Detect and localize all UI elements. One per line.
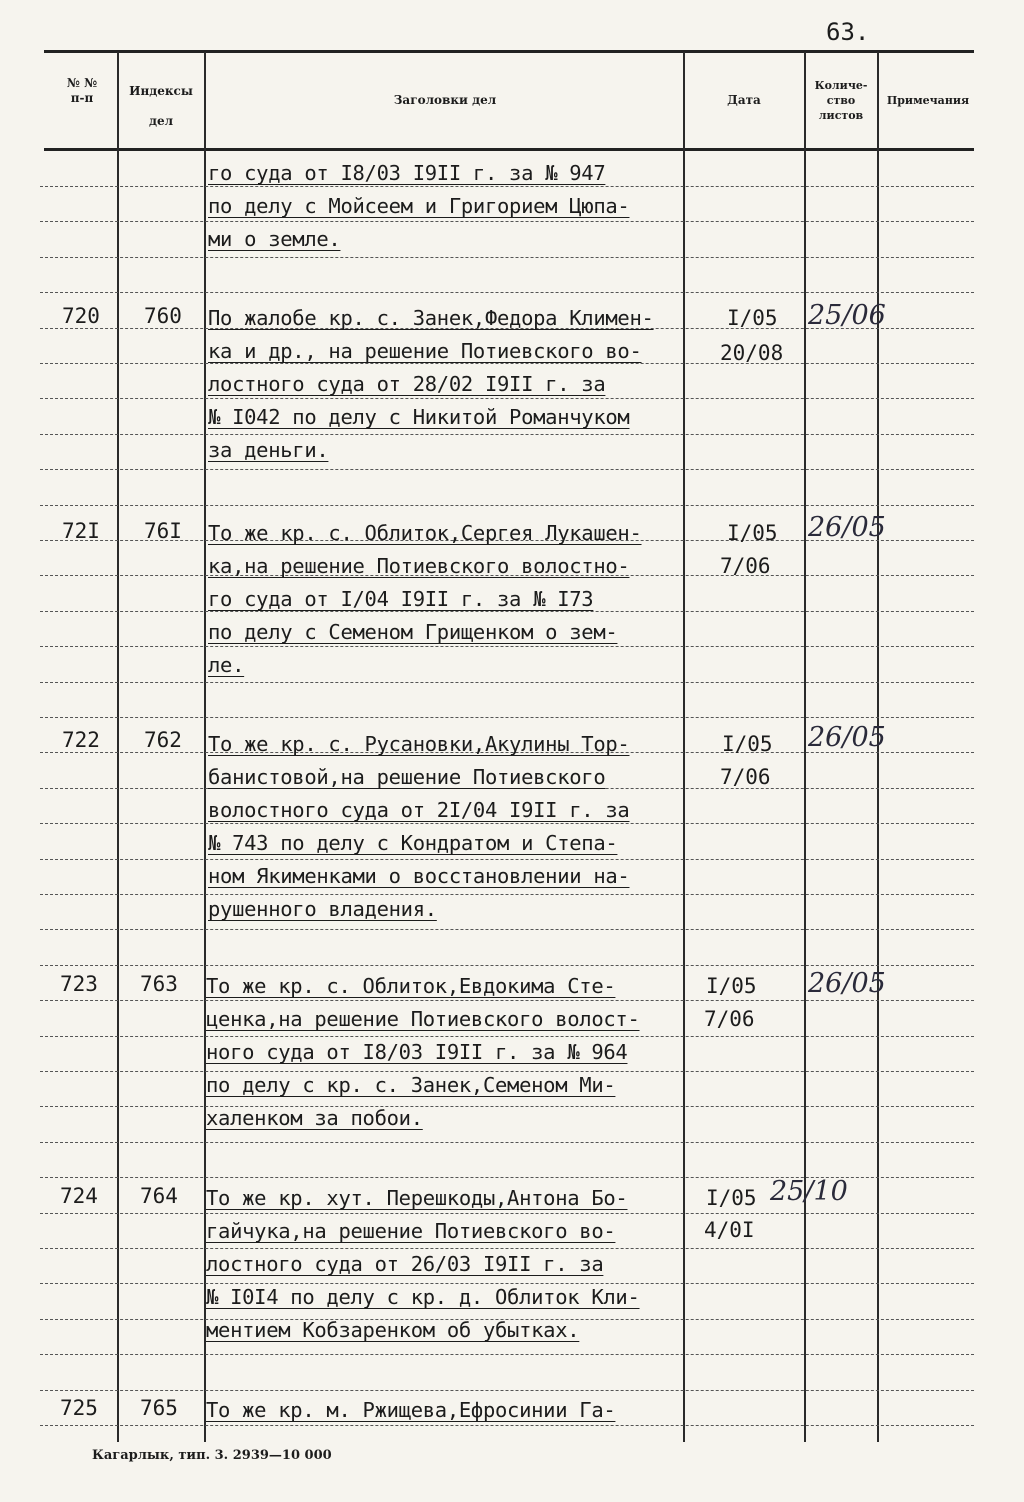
sheet-count-handwritten: 26/05 [808,512,886,543]
header-index: Индексы дел [129,84,193,128]
ruled-line [40,257,974,258]
title-line: лостного суда от 28/02 I9II г. за [208,372,606,396]
title-line: банистовой,на решение Потиевского [208,765,606,789]
title-line: рушенного владения. [208,897,437,921]
date-end: 7/06 [720,554,771,578]
date-start: I/05 [706,974,757,998]
title-line: ментием Кобзаренком об убытках. [206,1318,580,1342]
sheet-count-handwritten: 26/05 [808,722,886,753]
row-title [208,728,683,926]
row-number: 723 [60,972,98,996]
title-line: гайчука,на решение Потиевского во- [206,1219,616,1243]
title-line: То же кр. с. Облиток,Евдокима Сте- [206,974,616,998]
row-number: 722 [62,728,100,752]
ruled-line [40,505,974,506]
ruled-line [40,965,974,966]
date-start: I/05 [727,521,778,545]
ruled-line [40,929,974,930]
title-line: ка и др., на решение Потиевского во- [208,339,642,363]
printer-footer: Кагарлык, тип. 3. 2939—10 000 [92,1448,332,1463]
table-top-border [44,50,974,53]
title-line: по делу с Семеном Грищенком о зем- [208,620,618,644]
title-line: го суда от I/04 I9II г. за № I73 [208,587,594,611]
row-index: 765 [140,1396,178,1420]
date-start: I/05 [722,732,773,756]
title-line: ном Якименками о восстановлении на- [208,864,630,888]
title-line: ка,на решение Потиевского волостно- [208,554,630,578]
ruled-line [40,717,974,718]
date-end: 7/06 [720,765,771,789]
title-line: за деньги. [208,438,329,462]
row-index: 764 [140,1184,178,1208]
column-divider [117,52,119,1442]
ruled-line [40,1142,974,1143]
title-line: По жалобе кр. с. Занек,Федора Климен- [208,306,654,330]
header-title: Заголовки дел [393,93,497,107]
title-line: лостного суда от 26/03 I9II г. за [206,1252,604,1276]
column-divider [804,52,806,1442]
title-line: по делу с кр. с. Занек,Семеном Ми- [206,1073,616,1097]
header-number: № № п-п [66,76,98,105]
date-start: I/05 [706,1186,757,1210]
title-line: № I042 по делу с Никитой Романчуком [208,405,630,429]
row-index: 762 [144,728,182,752]
row-number: 72I [62,519,100,543]
date-end: 7/06 [704,1007,755,1031]
table-header-border [44,148,974,151]
ruled-line [40,292,974,293]
row-number: 724 [60,1184,98,1208]
title-line: То же кр. хут. Перешкоды,Антона Бо- [206,1186,628,1210]
row-title [206,1394,681,1427]
header-date: Дата [727,93,761,107]
date-start: I/05 [727,306,778,330]
ruled-line [40,1354,974,1355]
title-line: го суда от I8/03 I9II г. за № 947 [208,161,606,185]
sheet-count-handwritten: 26/05 [808,968,886,999]
sheet-count-handwritten: 25/10 [770,1176,848,1207]
ruled-line [40,682,974,683]
row-title [208,157,683,256]
title-line: № I0I4 по делу с кр. д. Облиток Кли- [206,1285,640,1309]
row-title [208,302,683,467]
header-notes: Примечания [886,94,970,107]
ruled-line [40,469,974,470]
title-line: № 743 по делу с Кондратом и Степа- [208,831,618,855]
title-line: ценка,на решение Потиевского волост- [206,1007,640,1031]
row-title [208,517,683,682]
date-end: 4/0I [704,1218,755,1242]
title-line: ного суда от I8/03 I9II г. за № 964 [206,1040,628,1064]
title-line: халенком за побои. [206,1106,423,1130]
title-line: То же кр. м. Ржищева,Ефросинии Га- [206,1398,616,1422]
sheet-count-handwritten: 25/06 [808,300,886,331]
title-line: ле. [208,653,245,677]
ruled-line [40,1390,974,1391]
row-title [206,970,681,1135]
title-line: волостного суда от 2I/04 I9II г. за [208,798,630,822]
row-title [206,1182,681,1347]
row-index: 763 [140,972,178,996]
row-number: 725 [60,1396,98,1420]
title-line: То же кр. с. Облиток,Сергея Лукашен- [208,521,642,545]
title-line: по делу с Мойсеем и Григорием Цюпа- [208,194,630,218]
title-line: То же кр. с. Русановки,Акулины Тор- [208,732,630,756]
date-end: 20/08 [720,341,784,365]
page-number: 63. [826,18,870,46]
column-divider [683,52,685,1442]
title-line: ми о земле. [208,227,341,251]
row-number: 720 [62,304,100,328]
row-index: 76I [144,519,182,543]
header-sheet-count: Количе- ство листов [814,79,868,122]
row-index: 760 [144,304,182,328]
